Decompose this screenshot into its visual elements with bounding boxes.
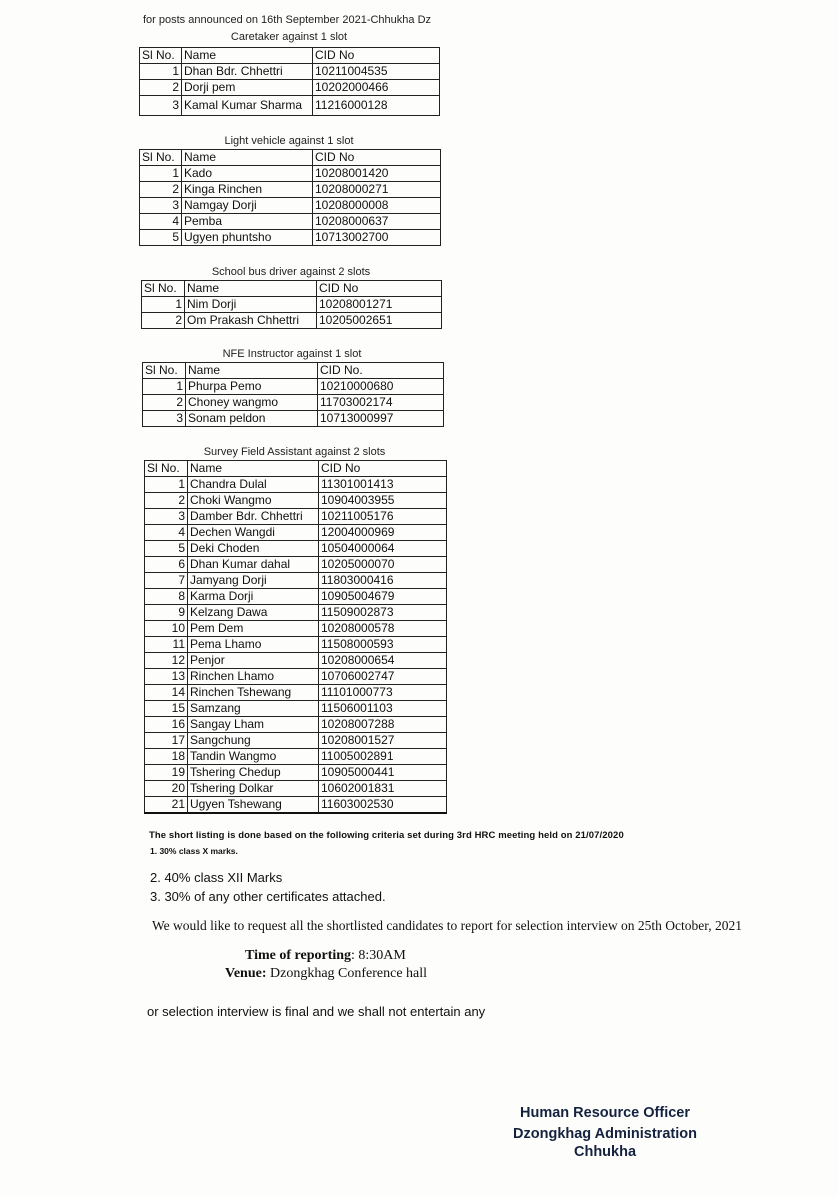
- signature-office: Dzongkhag Administration: [513, 1126, 697, 1142]
- cid-cell: 10211004535: [313, 64, 440, 80]
- cid-cell: 11216000128: [313, 96, 440, 116]
- sl-cell: 19: [145, 765, 188, 781]
- name-cell: Kado: [182, 166, 313, 182]
- sl-cell: 20: [145, 781, 188, 797]
- name-cell: Rinchen Tshewang: [188, 685, 319, 701]
- cid-cell: 10905004679: [319, 589, 447, 605]
- sl-cell: 3: [145, 509, 188, 525]
- table-row: [143, 379, 444, 395]
- column-header-cid: CID No: [313, 150, 441, 166]
- table-header-row: [140, 150, 441, 166]
- cid-cell: 11101000773: [319, 685, 447, 701]
- cid-cell: 10208000654: [319, 653, 447, 669]
- interview-request-text: We would like to request all the shortlisted candidates to report for selection interview on 25th October, 2021: [152, 918, 742, 933]
- sl-cell: 3: [140, 96, 182, 116]
- name-cell: Kamal Kumar Sharma: [182, 96, 313, 116]
- sl-cell: 2: [140, 80, 182, 96]
- table-row: [143, 411, 444, 427]
- name-cell: Pemba: [182, 214, 313, 230]
- column-header-cid: CID No: [313, 48, 440, 64]
- section-caption-survey-field-assistant: Survey Field Assistant against 2 slots: [203, 446, 386, 458]
- document-header-line: for posts announced on 16th September 2021-Chhukha Dz: [143, 14, 432, 26]
- cid-cell: 10210000680: [318, 379, 444, 395]
- section-caption-caretaker: Caretaker against 1 slot: [230, 31, 348, 43]
- nfe-instructor-table: [142, 362, 444, 427]
- caretaker-table: [139, 47, 440, 116]
- sl-cell: 1: [142, 297, 185, 313]
- sl-cell: 8: [145, 589, 188, 605]
- signature-location: Chhukha: [573, 1144, 637, 1160]
- column-header-name: Name: [185, 281, 317, 297]
- name-cell: Chandra Dulal: [188, 477, 319, 493]
- name-cell: Penjor: [188, 653, 319, 669]
- sl-cell: 5: [140, 230, 182, 246]
- name-cell: Jamyang Dorji: [188, 573, 319, 589]
- name-cell: Tshering Chedup: [188, 765, 319, 781]
- column-header-sl: Sl No.: [140, 150, 182, 166]
- column-header-sl: Sl No.: [145, 461, 188, 477]
- survey-field-assistant-table: [144, 460, 447, 814]
- name-cell: Damber Bdr. Chhettri: [188, 509, 319, 525]
- cid-cell: 10205002651: [317, 313, 442, 329]
- cid-cell: 11703002174: [318, 395, 444, 411]
- cid-cell: 11005002891: [319, 749, 447, 765]
- table-row: [140, 214, 441, 230]
- name-cell: Tandin Wangmo: [188, 749, 319, 765]
- section-caption-nfe-instructor: NFE Instructor against 1 slot: [222, 348, 362, 360]
- sl-cell: 4: [140, 214, 182, 230]
- cid-cell: 11506001103: [319, 701, 447, 717]
- cid-cell: 11301001413: [319, 477, 447, 493]
- table-row: [143, 395, 444, 411]
- table-row: [145, 669, 447, 685]
- column-header-name: Name: [186, 363, 318, 379]
- signature-title: Human Resource Officer: [519, 1105, 691, 1121]
- table-header-row: [145, 461, 447, 477]
- cid-cell: 10904003955: [319, 493, 447, 509]
- sl-cell: 13: [145, 669, 188, 685]
- sl-cell: 2: [143, 395, 186, 411]
- sl-cell: 1: [145, 477, 188, 493]
- table-header-row: [140, 48, 440, 64]
- cid-cell: 11803000416: [319, 573, 447, 589]
- venue: [225, 966, 427, 982]
- table-row: [145, 605, 447, 621]
- column-header-sl: Sl No.: [140, 48, 182, 64]
- name-cell: Dechen Wangdi: [188, 525, 319, 541]
- column-header-name: Name: [182, 150, 313, 166]
- cid-cell: 10713000997: [318, 411, 444, 427]
- name-cell: Ugyen Tshewang: [188, 797, 319, 814]
- cid-cell: 10905000441: [319, 765, 447, 781]
- table-row: [145, 525, 447, 541]
- table-row: [140, 230, 441, 246]
- name-cell: Pem Dem: [188, 621, 319, 637]
- table-row: [145, 557, 447, 573]
- cid-cell: 10208000271: [313, 182, 441, 198]
- table-row: [145, 781, 447, 797]
- column-header-name: Name: [182, 48, 313, 64]
- cid-cell: 10504000064: [319, 541, 447, 557]
- sl-cell: 18: [145, 749, 188, 765]
- cid-cell: 10208001527: [319, 733, 447, 749]
- name-cell: Kinga Rinchen: [182, 182, 313, 198]
- column-header-sl: Sl No.: [142, 281, 185, 297]
- name-cell: Samzang: [188, 701, 319, 717]
- sl-cell: 1: [140, 64, 182, 80]
- sl-cell: 10: [145, 621, 188, 637]
- criteria-item: 1. 30% class X marks.: [150, 846, 238, 856]
- column-header-name: Name: [188, 461, 319, 477]
- cid-cell: 10208001271: [317, 297, 442, 313]
- table-header-row: [143, 363, 444, 379]
- cid-cell: 11603002530: [319, 797, 447, 814]
- table-row: [145, 509, 447, 525]
- table-row: [140, 96, 440, 116]
- sl-cell: 7: [145, 573, 188, 589]
- name-cell: Tshering Dolkar: [188, 781, 319, 797]
- venue-label: Venue:: [225, 966, 267, 981]
- sl-cell: 21: [145, 797, 188, 814]
- table-row: [142, 297, 442, 313]
- name-cell: Dorji pem: [182, 80, 313, 96]
- table-row: [145, 621, 447, 637]
- cid-cell: 10208000637: [313, 214, 441, 230]
- cid-cell: 10202000466: [313, 80, 440, 96]
- table-row: [142, 313, 442, 329]
- sl-cell: 12: [145, 653, 188, 669]
- venue-value: Dzongkhag Conference hall: [266, 966, 428, 981]
- table-row: [145, 701, 447, 717]
- sl-cell: 1: [143, 379, 186, 395]
- sl-cell: 14: [145, 685, 188, 701]
- table-row: [145, 653, 447, 669]
- table-row: [145, 733, 447, 749]
- criteria-heading: The short listing is done based on the following criteria set during 3rd HRC meeting held on 21/07/2020: [149, 830, 624, 841]
- cid-cell: 10208001420: [313, 166, 441, 182]
- name-cell: Om Prakash Chhettri: [185, 313, 317, 329]
- sl-cell: 16: [145, 717, 188, 733]
- sl-cell: 3: [140, 198, 182, 214]
- column-header-cid: CID No.: [318, 363, 444, 379]
- table-row: [140, 182, 441, 198]
- name-cell: Phurpa Pemo: [186, 379, 318, 395]
- cid-cell: 11508000593: [319, 637, 447, 653]
- sl-cell: 2: [140, 182, 182, 198]
- cid-cell: 10713002700: [313, 230, 441, 246]
- table-header-row: [142, 281, 442, 297]
- name-cell: Dhan Bdr. Chhettri: [182, 64, 313, 80]
- cid-cell: 10208000008: [313, 198, 441, 214]
- name-cell: Choki Wangmo: [188, 493, 319, 509]
- sl-cell: 11: [145, 637, 188, 653]
- table-row: [140, 64, 440, 80]
- name-cell: Rinchen Lhamo: [188, 669, 319, 685]
- section-caption-light-vehicle: Light vehicle against 1 slot: [224, 135, 354, 147]
- table-row: [145, 589, 447, 605]
- table-row: [145, 541, 447, 557]
- column-header-cid: CID No: [319, 461, 447, 477]
- table-row: [145, 797, 447, 814]
- reporting-time-label: Time of reporting: [245, 948, 352, 963]
- table-row: [140, 198, 441, 214]
- name-cell: Pema Lhamo: [188, 637, 319, 653]
- reporting-time: [245, 948, 406, 964]
- reporting-time-value: : 8:30AM: [351, 948, 406, 963]
- sl-cell: 3: [143, 411, 186, 427]
- name-cell: Choney wangmo: [186, 395, 318, 411]
- sl-cell: 2: [142, 313, 185, 329]
- cid-cell: 10208007288: [319, 717, 447, 733]
- sl-cell: 5: [145, 541, 188, 557]
- column-header-sl: Sl No.: [143, 363, 186, 379]
- name-cell: Sonam peldon: [186, 411, 318, 427]
- cid-cell: 11509002873: [319, 605, 447, 621]
- table-row: [145, 765, 447, 781]
- cid-cell: 10205000070: [319, 557, 447, 573]
- school-bus-driver-table: [141, 280, 442, 329]
- table-row: [145, 477, 447, 493]
- criteria-item: 2. 40% class XII Marks: [150, 870, 283, 885]
- criteria-item: 3. 30% of any other certificates attached.: [150, 889, 386, 904]
- name-cell: Namgay Dorji: [182, 198, 313, 214]
- cid-cell: 10602001831: [319, 781, 447, 797]
- sl-cell: 9: [145, 605, 188, 621]
- cid-cell: 10211005176: [319, 509, 447, 525]
- cid-cell: 10706002747: [319, 669, 447, 685]
- sl-cell: 15: [145, 701, 188, 717]
- name-cell: Dhan Kumar dahal: [188, 557, 319, 573]
- cid-cell: 10208000578: [319, 621, 447, 637]
- name-cell: Kelzang Dawa: [188, 605, 319, 621]
- sl-cell: 6: [145, 557, 188, 573]
- table-row: [140, 80, 440, 96]
- sl-cell: 2: [145, 493, 188, 509]
- cid-cell: 12004000969: [319, 525, 447, 541]
- section-caption-school-bus-driver: School bus driver against 2 slots: [211, 266, 371, 278]
- table-row: [145, 573, 447, 589]
- sl-cell: 1: [140, 166, 182, 182]
- sl-cell: 17: [145, 733, 188, 749]
- column-header-cid: CID No: [317, 281, 442, 297]
- light-vehicle-table: [139, 149, 441, 246]
- table-row: [140, 166, 441, 182]
- name-cell: Sangchung: [188, 733, 319, 749]
- name-cell: Karma Dorji: [188, 589, 319, 605]
- table-row: [145, 637, 447, 653]
- table-row: [145, 717, 447, 733]
- name-cell: Nim Dorji: [185, 297, 317, 313]
- table-row: [145, 685, 447, 701]
- name-cell: Ugyen phuntsho: [182, 230, 313, 246]
- sl-cell: 4: [145, 525, 188, 541]
- name-cell: Deki Choden: [188, 541, 319, 557]
- final-note: or selection interview is final and we shall not entertain any: [147, 1004, 486, 1019]
- table-row: [145, 749, 447, 765]
- table-row: [145, 493, 447, 509]
- name-cell: Sangay Lham: [188, 717, 319, 733]
